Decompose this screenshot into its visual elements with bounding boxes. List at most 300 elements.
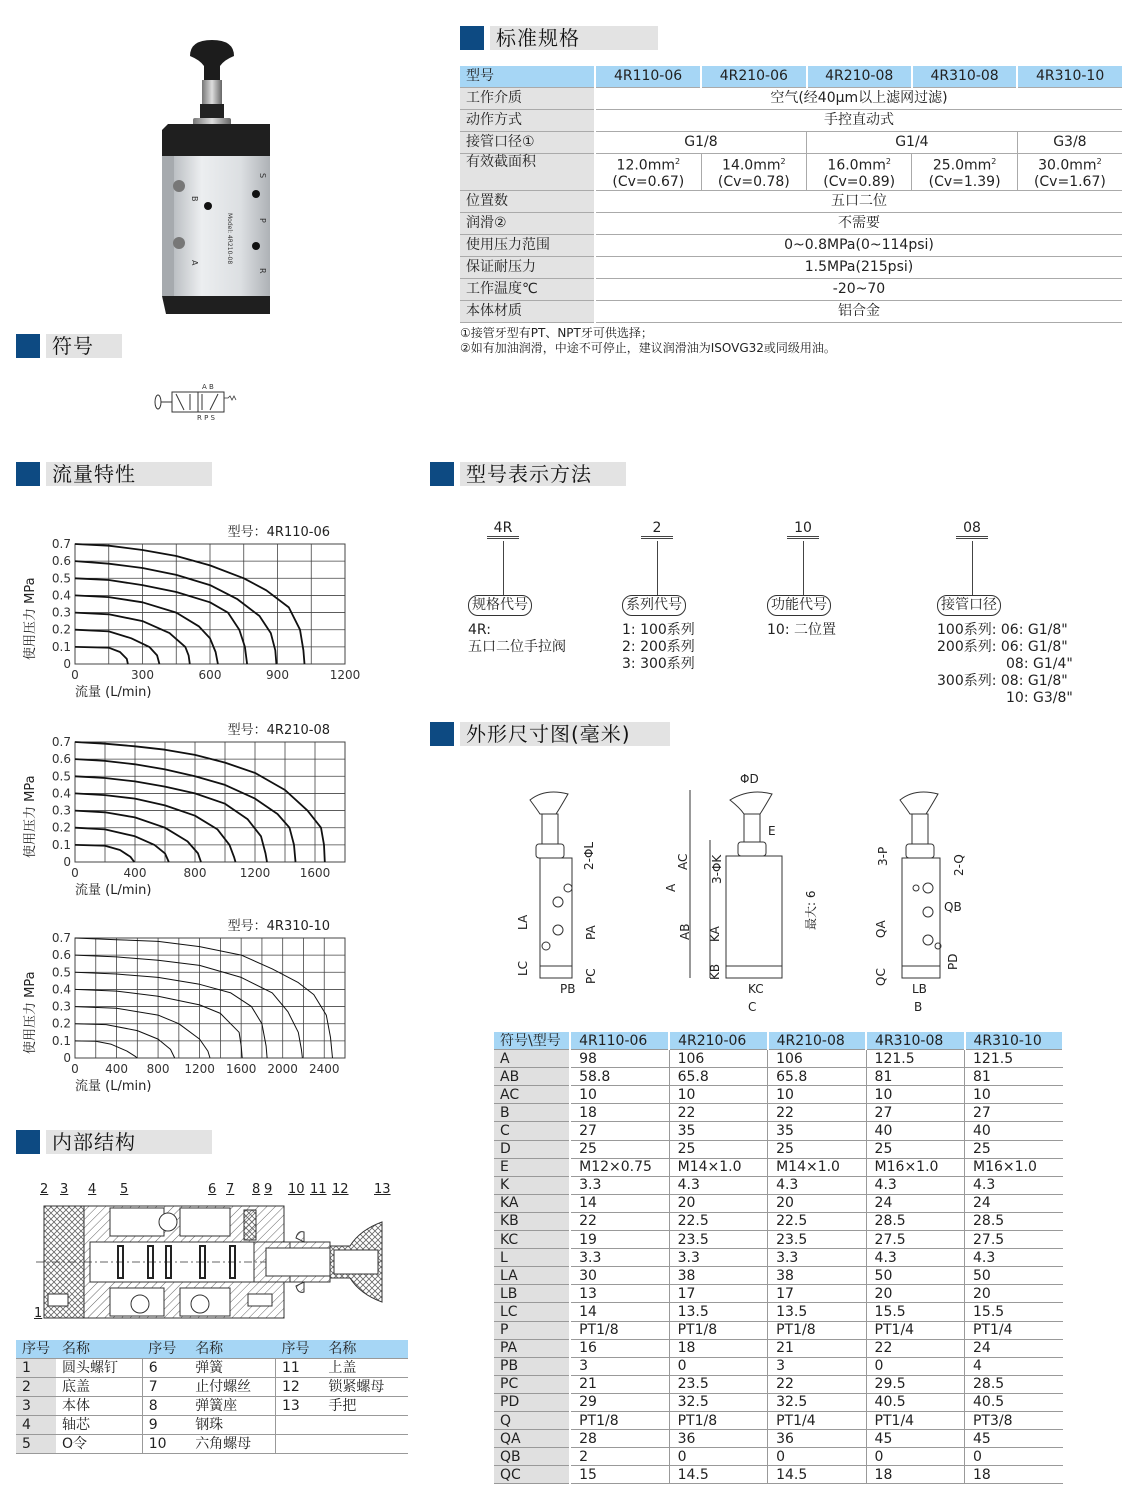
dim-value: 50 [866,1267,964,1285]
dim-value: 35 [669,1122,767,1140]
section-marker-icon [16,462,40,486]
dim-value: 18 [965,1466,1063,1484]
port-label-a: A [190,260,199,266]
model-col: 4R110-06 [595,66,701,88]
section-marker-icon [16,334,40,358]
dim-row [494,1086,1063,1104]
part-name: 手把 [322,1397,408,1416]
dimension-label: PA [584,925,598,940]
dim-value: 29 [570,1393,669,1411]
dim-value: 4.3 [965,1176,1063,1194]
dim-value: 22 [570,1212,669,1230]
dim-value: 27.5 [965,1231,1063,1249]
plot-frame [75,742,345,862]
dimension-label: QB [944,900,962,914]
dimension-label: LC [516,960,530,976]
flow-chart-svg [20,912,370,1102]
part-callout: 2 [40,1182,49,1197]
dim-symbol: PC [494,1375,570,1393]
spec-row: 工作介质 空气(经40μm以上滤网过滤) [460,88,1122,110]
connector-line [972,541,973,595]
part-callout: 13 [374,1182,391,1197]
dim-value: 3 [768,1357,866,1375]
y-tick-label: 0.7 [51,735,71,749]
dimension-label: E [768,824,776,838]
parts-row [16,1378,408,1397]
dim-value: 0 [965,1448,1063,1466]
dim-symbol: KA [494,1194,570,1212]
dim-value: 23.5 [669,1375,767,1393]
connector-line [657,541,658,595]
plot-frame [75,938,345,1058]
connector-line [803,541,804,595]
y-tick-label: 0.5 [51,769,71,784]
y-tick-label: 0.4 [51,786,71,801]
dim-value: 65.8 [768,1068,866,1086]
dim-row [494,1430,1063,1448]
x-tick-label: 1200 [184,1062,215,1076]
dim-value: 21 [570,1375,669,1393]
y-tick-label: 0.2 [51,622,71,637]
model-code-label: 功能代号 [767,595,831,616]
dim-value: 25 [768,1140,866,1158]
dim-symbol: AC [494,1086,570,1104]
product-photo [150,38,280,318]
series-line-0.1 [75,1041,137,1058]
flow-chart-svg [20,518,370,708]
svg-text:Model: 4R210-08: Model: 4R210-08 [226,213,233,265]
x-tick-label: 400 [105,1062,128,1076]
dim-value: 45 [866,1430,964,1448]
spec-row: 接管口径① G1/8 G1/4 G3/8 [460,132,1122,154]
dim-value: 22 [768,1104,866,1122]
y-tick-label: 0.5 [51,571,71,586]
spec-row: 有效截面积 $12.0mm^2$ (Cv=0.67) $14.0mm^2$ (Cv=0.78) $16.0mm^2$ (Cv=0.89) $25.0mm^2$ (Cv=1.39) $30.0mm^2$ (Cv=1.67) [460,154,1122,191]
dim-value: PT1/8 [669,1411,767,1429]
dimension-label: KC [748,982,764,996]
part-name: 圆头螺钉 [56,1359,142,1378]
parts-row [16,1435,408,1454]
dim-value: 28.5 [965,1212,1063,1230]
dim-value: PT1/8 [570,1321,669,1339]
dim-value: 38 [669,1267,767,1285]
parts-row [16,1359,408,1378]
dim-row [494,1321,1063,1339]
dim-value: 2 [570,1448,669,1466]
dim-row [494,1393,1063,1411]
flow-chart-4r310-10 [20,912,370,1106]
dim-symbol: D [494,1140,570,1158]
dim-value: 4.3 [866,1176,964,1194]
dim-value: 17 [669,1285,767,1303]
model-col: 4R210-06 [701,66,806,88]
x-tick-label: 2000 [267,1062,298,1076]
part-callout: 7 [226,1182,235,1197]
dim-value: 13.5 [669,1303,767,1321]
part-number: 6 [142,1359,189,1378]
x-tick-label: 0 [71,668,79,682]
dimension-label: PB [560,982,576,996]
spec-notes [460,326,836,356]
x-tick-label: 600 [198,668,222,682]
part-callouts [30,1180,400,1330]
dim-value: M14×1.0 [669,1158,767,1176]
dim-value: 32.5 [669,1393,767,1411]
dim-value: PT1/8 [768,1321,866,1339]
part-callout: 11 [310,1182,327,1197]
dim-value: 18 [669,1339,767,1357]
dim-row [494,1176,1063,1194]
section-header-dimensions: 外形尺寸图(毫米) [430,722,670,746]
dim-row [494,1466,1063,1484]
part-callout: 4 [88,1182,97,1197]
dim-value: M14×1.0 [768,1158,866,1176]
dim-value: 3.3 [669,1249,767,1267]
model-code-segment: 10 [787,520,819,539]
dim-value: 24 [965,1194,1063,1212]
series-line-0.1 [75,647,128,664]
dimension-label: PC [584,968,598,984]
dim-value: 0 [866,1448,964,1466]
spec-row: 动作方式 手控直动式 [460,110,1122,132]
dim-value: 0 [669,1357,767,1375]
section-marker-icon [460,26,484,50]
dimension-label: QA [874,920,888,938]
dim-value: 32.5 [768,1393,866,1411]
dim-symbol: A [494,1050,570,1068]
dim-value: 27.5 [866,1231,964,1249]
x-tick-label: 0 [71,1062,79,1076]
part-name: 本体 [56,1397,142,1416]
dim-row [494,1068,1063,1086]
dim-row [494,1212,1063,1230]
section-header-internal: 内部结构 [16,1130,212,1154]
dim-symbol: L [494,1249,570,1267]
dim-row [494,1303,1063,1321]
dim-value: 14 [570,1303,669,1321]
dimension-label: C [748,1000,757,1014]
dim-value: 81 [965,1068,1063,1086]
dim-value: 20 [669,1194,767,1212]
dim-value: M16×1.0 [965,1158,1063,1176]
dim-value: 4.3 [669,1176,767,1194]
svg-text:R: R [258,268,267,274]
part-name: 止付螺丝 [189,1378,275,1397]
dim-value: 22 [866,1339,964,1357]
series-line-0.7 [75,544,305,664]
dimension-label: AB [678,923,692,940]
x-tick-label: 1600 [299,866,331,880]
dim-value: 28.5 [965,1375,1063,1393]
dim-value: 23.5 [669,1231,767,1249]
section-header-model-code: 型号表示方法 [430,462,626,486]
note: ①接管牙型有PT、NPT牙可供选择； [460,326,653,340]
y-tick-label: 0.6 [51,554,71,569]
dim-symbol: P [494,1321,570,1339]
part-callout: 1 [34,1306,43,1321]
dim-symbol: PA [494,1339,570,1357]
x-tick-label: 400 [123,866,147,880]
spec-row: 位置数 五口二位 [460,191,1122,213]
dim-value: M16×1.0 [866,1158,964,1176]
dim-value: PT1/4 [866,1411,964,1429]
model-code-label: 系列代号 [622,595,686,616]
dim-value: 35 [768,1122,866,1140]
dim-value: 14 [570,1194,669,1212]
part-name: 底盖 [56,1378,142,1397]
spec-row: 保证耐压力 1.5MPa(215psi) [460,257,1122,279]
internal-structure-drawing [30,1180,400,1330]
symbol-top-ports: A B [202,383,214,391]
y-tick-label: 0.2 [51,1016,71,1031]
dim-value: 4.3 [768,1176,866,1194]
y-tick-label: 0.2 [51,820,71,835]
dim-value: 20 [866,1285,964,1303]
y-tick-label: 0.5 [51,965,71,980]
dim-value: 106 [768,1050,866,1068]
dim-row [494,1231,1063,1249]
dimension-label: 2-ΦL [582,841,596,870]
part-number: 9 [142,1416,189,1435]
dim-value: 15.5 [965,1303,1063,1321]
dimension-label: 最大: 6 [804,890,818,930]
dim-value: 27 [570,1122,669,1140]
model-col: 4R310-10 [1017,66,1122,88]
part-name: 弹簧座 [189,1397,275,1416]
dim-value: 27 [965,1104,1063,1122]
part-number: 3 [16,1397,56,1416]
y-tick-label: 0.4 [51,982,71,997]
dim-value: 38 [768,1267,866,1285]
model-code-desc: 08: G1/4" [1006,656,1073,672]
part-number: 5 [16,1435,56,1454]
dim-row [494,1194,1063,1212]
model-code-desc: 4R: [468,622,491,638]
part-callout: 10 [288,1182,305,1197]
spec-row: 润滑② 不需要 [460,213,1122,235]
y-tick-label: 0.3 [51,605,71,620]
dim-symbol: QC [494,1466,570,1484]
dim-value: 15 [570,1466,669,1484]
part-callout: 9 [264,1182,273,1197]
dim-value: 3.3 [768,1249,866,1267]
dim-value: 10 [866,1086,964,1104]
part-number: 4 [16,1416,56,1435]
symbol-bottom-ports: R P S [197,414,215,422]
series-line-0.5 [75,776,267,862]
flow-chart-svg [20,716,370,906]
dim-symbol: B [494,1104,570,1122]
part-callout: 3 [60,1182,69,1197]
y-tick-label: 0.6 [51,948,71,963]
part-name: 上盖 [322,1359,408,1378]
model-code-desc: 100系列: 06: G1/8" [937,622,1068,638]
model-code-segment: 2 [641,520,673,539]
part-callout: 12 [332,1182,349,1197]
dim-value: 3 [570,1357,669,1375]
dim-value: PT1/4 [866,1321,964,1339]
dim-symbol: Q [494,1411,570,1429]
dim-symbol: PB [494,1357,570,1375]
dim-symbol: C [494,1122,570,1140]
dim-symbol: KC [494,1231,570,1249]
y-tick-label: 0.1 [51,837,71,852]
dim-value: 40.5 [866,1393,964,1411]
dim-value: 4.3 [866,1249,964,1267]
section-marker-icon [430,722,454,746]
y-tick-label: 0.6 [51,752,71,767]
dim-value: 28.5 [866,1212,964,1230]
dim-value: M12×0.75 [570,1158,669,1176]
dim-value: 50 [965,1267,1063,1285]
dim-row [494,1448,1063,1466]
dim-row [494,1158,1063,1176]
dim-value: 81 [866,1068,964,1086]
dim-value: 22.5 [768,1212,866,1230]
section-marker-icon [16,1130,40,1154]
svg-text:P: P [258,218,267,223]
dim-symbol: LB [494,1285,570,1303]
dim-value: 0 [866,1357,964,1375]
x-tick-label: 800 [183,866,207,880]
part-callout: 5 [120,1182,129,1197]
series-line-0.5 [75,972,267,1058]
dim-row [494,1411,1063,1429]
chart-title: 型号：4R110-06 [227,525,330,540]
x-tick-label: 900 [266,668,289,682]
dimension-drawing [500,772,980,1014]
model-code-desc: 10: G3/8" [1006,690,1073,706]
y-tick-label: 0.3 [51,803,71,818]
y-tick-label: 0.7 [51,931,71,945]
dimension-label: QC [874,968,888,986]
parts-row [16,1397,408,1416]
dim-value: 14.5 [669,1466,767,1484]
part-name: O令 [56,1435,142,1454]
dim-row [494,1249,1063,1267]
dim-value: 65.8 [669,1068,767,1086]
dim-value: 3.3 [570,1176,669,1194]
y-tick-label: 0.4 [51,588,71,603]
model-code-segment: 4R [487,520,519,539]
section-header-flow: 流量特性 [16,462,212,486]
dim-value: 10 [669,1086,767,1104]
dim-value: 20 [768,1194,866,1212]
dim-value: 106 [669,1050,767,1068]
series-line-0.7 [75,938,333,1058]
flow-chart-4r210-08 [20,716,370,910]
dim-value: 18 [866,1466,964,1484]
dim-value: 36 [768,1430,866,1448]
dim-value: 58.8 [570,1068,669,1086]
part-number: 11 [275,1359,322,1378]
dim-value: 17 [768,1285,866,1303]
section-marker-icon [430,462,454,486]
dimension-label: KB [708,963,722,980]
x-axis-label: 流量 (L/min) [75,1079,152,1094]
part-name: 锁紧螺母 [322,1378,408,1397]
dimension-label: 3-ΦK [710,854,724,884]
dim-value: 25 [669,1140,767,1158]
part-number: 1 [16,1359,56,1378]
y-tick-label: 0 [63,855,71,869]
dim-value: 22.5 [669,1212,767,1230]
dim-row [494,1104,1063,1122]
y-axis-label: 使用压力 MPa [23,971,38,1054]
model-code-desc: 1: 100系列 [622,622,695,638]
part-number: 12 [275,1378,322,1397]
dim-value: 40 [965,1122,1063,1140]
section-header-symbol: 符号 [16,334,122,358]
dim-value: 14.5 [768,1466,866,1484]
dim-value: 121.5 [965,1050,1063,1068]
dimension-label: PD [946,953,960,970]
dimension-label: 2-Q [952,854,966,876]
dim-value: 45 [965,1430,1063,1448]
dim-value: PT1/8 [570,1411,669,1429]
part-number: 10 [142,1435,189,1454]
dim-symbol: QB [494,1448,570,1466]
valve-symbol-diagram [150,378,240,422]
dim-value: 10 [768,1086,866,1104]
dim-value: 22 [669,1104,767,1122]
x-tick-label: 1600 [225,1062,257,1076]
dim-row [494,1267,1063,1285]
dim-value: 0 [669,1448,767,1466]
dim-value: PT1/4 [768,1411,866,1429]
dim-symbol: LA [494,1267,570,1285]
y-axis-label: 使用压力 MPa [23,775,38,858]
dimension-label: LB [912,982,927,996]
dim-value: 40 [866,1122,964,1140]
dimension-label: B [914,1000,923,1014]
spec-row: 本体材质 铝合金 [460,301,1122,323]
dim-value: 3.3 [570,1249,669,1267]
svg-text:S: S [258,173,267,179]
dim-value: 28 [570,1430,669,1448]
dim-symbol: PD [494,1393,570,1411]
dim-value: 15.5 [866,1303,964,1321]
x-tick-label: 1200 [329,668,361,682]
dim-value: 121.5 [866,1050,964,1068]
series-line-0.7 [75,742,325,862]
part-callout: 8 [252,1182,261,1197]
dim-row [494,1122,1063,1140]
dim-value: 25 [965,1140,1063,1158]
dim-value: 4 [965,1357,1063,1375]
x-tick-label: 2400 [308,1062,340,1076]
part-name: 六角螺母 [189,1435,275,1454]
part-name: 弹簧 [189,1359,275,1378]
dim-row [494,1339,1063,1357]
y-tick-label: 0.1 [51,639,71,654]
dim-value: 13.5 [768,1303,866,1321]
dim-row [494,1140,1063,1158]
connector-line [503,541,504,595]
x-tick-label: 300 [131,668,154,682]
model-code-desc: 五口二位手拉阀 [468,639,566,655]
y-tick-label: 0 [63,657,71,671]
dimension-label: LA [516,914,530,930]
y-tick-label: 0 [63,1051,71,1065]
dim-value: 36 [669,1430,767,1448]
dim-value: 98 [570,1050,669,1068]
dim-value: 25 [570,1140,669,1158]
dim-symbol: LC [494,1303,570,1321]
x-tick-label: 0 [71,866,79,880]
dim-row [494,1285,1063,1303]
dimension-label: ΦD [740,772,759,786]
